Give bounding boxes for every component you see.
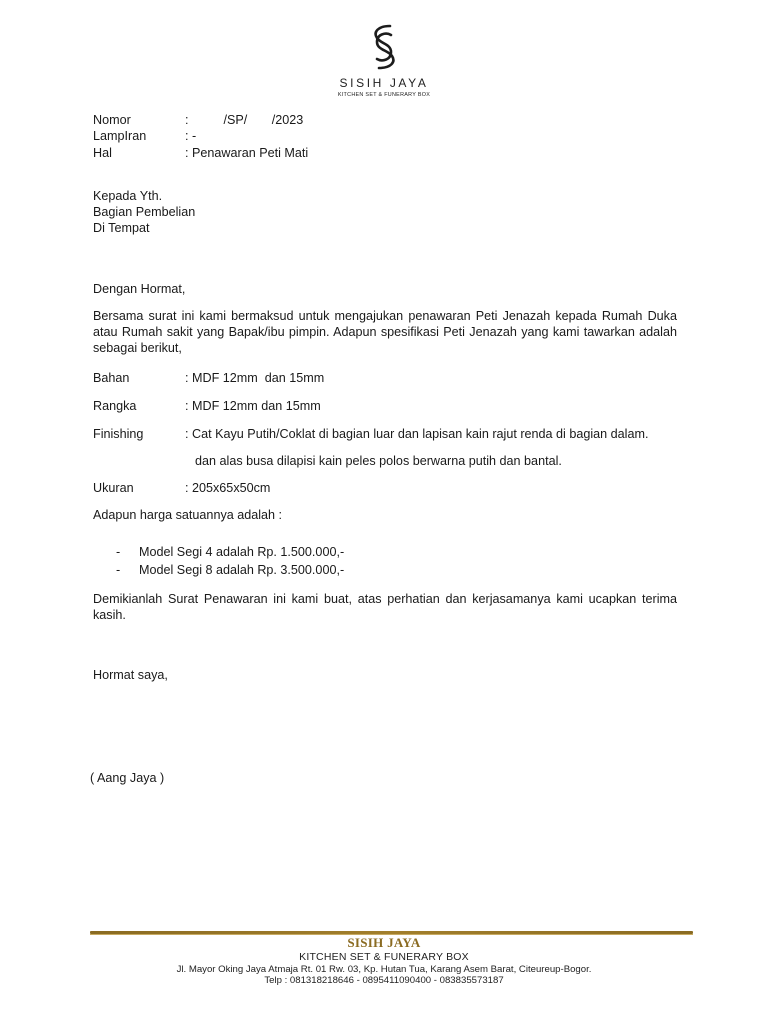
- list-dash: -: [116, 563, 121, 577]
- spec-row-finishing-continued: [93, 453, 562, 469]
- meta-label: Hal: [93, 146, 112, 160]
- closing-paragraph: Demikianlah Surat Penawaran ini kami buat, atas perhatian dan kerjasamanya kami ucapkan terima kasih.: [93, 592, 677, 622]
- salutation: Dengan Hormat,: [93, 282, 186, 296]
- meta-value: : /SP/ /2023: [185, 113, 304, 127]
- spec-row-rangka: [93, 398, 321, 414]
- footer-address: Jl. Mayor Oking Jaya Atmaja Rt. 01 Rw. 03, Kp. Hutan Tua, Karang Asem Barat, Citeureup-Bogor.: [176, 964, 592, 975]
- footer-tagline: KITCHEN SET & FUNERARY BOX: [299, 951, 469, 963]
- meta-value: : Penawaran Peti Mati: [185, 146, 309, 160]
- price-text: Model Segi 4 adalah Rp. 1.500.000,-: [139, 545, 345, 559]
- spec-row-finishing: [93, 426, 648, 442]
- spec-label: Rangka: [93, 399, 137, 413]
- spec-value: : MDF 12mm dan 15mm: [185, 399, 321, 413]
- list-dash: -: [116, 545, 121, 559]
- price-text: Model Segi 8 adalah Rp. 3.500.000,-: [139, 563, 345, 577]
- spec-label: Finishing: [93, 427, 144, 441]
- meta-row-hal: [93, 145, 308, 161]
- spec-value: : 205x65x50cm: [185, 481, 271, 495]
- company-name: SISIH JAYA: [339, 76, 429, 90]
- list-item: [116, 544, 344, 560]
- spec-value: : MDF 12mm dan 15mm: [185, 371, 325, 385]
- meta-label: LampIran: [93, 129, 147, 143]
- footer-divider: [90, 931, 693, 934]
- spec-label: Ukuran: [93, 481, 134, 495]
- recipient-line: Bagian Pembelian: [93, 205, 196, 219]
- spec-value: : Cat Kayu Putih/Coklat di bagian luar dan lapisan kain rajut renda di bagian dalam.: [185, 427, 649, 441]
- ss-monogram-logo-icon: [364, 22, 404, 72]
- recipient-line: Kepada Yth.: [93, 189, 163, 203]
- meta-row-nomor: [93, 112, 303, 128]
- price-intro: Adapun harga satuannya adalah :: [93, 508, 283, 522]
- signatory-name: ( Aang Jaya ): [90, 771, 165, 785]
- meta-value: : -: [185, 129, 197, 143]
- meta-row-lampiran: [93, 128, 196, 144]
- intro-paragraph: Bersama surat ini kami bermaksud untuk mengajukan penawaran Peti Jenazah kepada Rumah Duka atau Rumah sakit yang Bapak/ibu pimpin. Adapun spesifikasi Peti Jenazah yang kami tawarkan adalah sebagai berikut,: [93, 309, 677, 355]
- footer-phone: Telp : 081318218646 - 0895411090400 - 083835573187: [264, 975, 504, 986]
- company-tagline: KITCHEN SET & FUNERARY BOX: [337, 92, 431, 98]
- recipient-line: Di Tempat: [93, 221, 150, 235]
- spec-row-bahan: [93, 370, 324, 386]
- footer-company-name: SISIH JAYA: [347, 935, 421, 950]
- regards: Hormat saya,: [93, 668, 168, 682]
- spec-label: Bahan: [93, 371, 130, 385]
- list-item: [116, 562, 344, 578]
- spec-value: dan alas busa dilapisi kain peles polos berwarna putih dan bantal.: [195, 454, 562, 468]
- spec-row-ukuran: [93, 480, 270, 496]
- meta-label: Nomor: [93, 113, 131, 127]
